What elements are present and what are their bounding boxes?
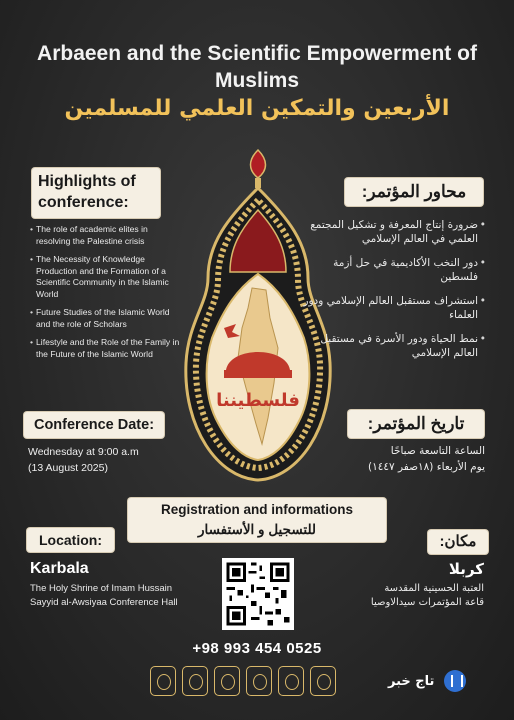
registration-label-ar: للتسجيل و الأستفسار	[197, 522, 317, 537]
address-line: Sayyid al-Awsiyaa Conference Hall	[30, 597, 178, 608]
conference-date-ar	[300, 443, 485, 475]
sponsor-logo-icon	[150, 666, 176, 696]
date-line: (13 August 2025)	[28, 462, 108, 474]
conference-date-heading: Conference Date:	[24, 412, 164, 438]
emblem-finial	[251, 150, 266, 178]
dome-base	[224, 370, 292, 378]
list-item: • استشراف مستقبل العالم الإسلامي ودور العلماء	[300, 294, 486, 322]
brand-name: تاج خبر	[388, 674, 435, 689]
address-line: قاعة المؤتمرات سيدالاوصيا	[370, 597, 484, 608]
page-title: Arbaeen and the Scientific Empowerment of Muslims	[37, 42, 477, 92]
conference-date-en	[28, 444, 188, 476]
qr-code[interactable]	[222, 558, 294, 630]
date-line: Wednesday at 9:00 a.m	[28, 446, 139, 458]
axes-list-arabic	[300, 218, 486, 370]
highlights-list	[30, 224, 180, 367]
axes-heading-arabic: محاور المؤتمر:	[345, 178, 483, 206]
date-line: الساعة التاسعة صباحًا	[390, 445, 485, 457]
list-item: • The role of academic elites in resolving the Palestine crisis	[30, 224, 180, 247]
location-heading: Location:	[27, 528, 114, 552]
list-item: • دور النخب الأكاديمية في حل أزمة فلسطين	[300, 256, 486, 284]
date-line: يوم الأربعاء (١٨صفر ١٤٤٧)	[367, 461, 485, 473]
highlights-heading: Highlights of conference:	[32, 168, 160, 218]
sponsor-logo-icon	[278, 666, 304, 696]
sponsor-logo-icon	[310, 666, 336, 696]
page-title-arabic: الأربعين والتمكين العلمي للمسلمين	[64, 96, 450, 121]
conference-date-heading-arabic: تاريخ المؤتمر:	[348, 410, 484, 438]
list-item: • The Necessity of Knowledge Production and the Formation of a Scientific Community in the Islamic World	[30, 254, 180, 300]
list-item: • Lifestyle and the Role of the Family in the Future of the Islamic World	[30, 337, 180, 360]
location-address-arabic	[300, 582, 484, 610]
sponsor-logo-icon	[182, 666, 208, 696]
location-address	[30, 582, 220, 610]
registration-heading	[128, 498, 386, 542]
address-line: العتبة الحسينية المقدسة	[384, 583, 484, 594]
list-item: • ضرورة إنتاج المعرفة و تشكيل المجتمع العلمي في العالم الإسلامي	[300, 218, 486, 246]
brand-logo-icon	[444, 670, 466, 692]
location-city-arabic: كربلا	[448, 560, 484, 578]
address-line: The Holy Shrine of Imam Hussain	[30, 583, 173, 594]
location-city: Karbala	[30, 560, 89, 577]
sponsor-logos	[150, 666, 340, 702]
registration-label-en: Registration and informations	[160, 502, 353, 517]
location-heading-arabic: مكان:	[428, 530, 488, 554]
list-item: • نمط الحياة ودور الأسرة في مستقبل العالم الإسلامي	[300, 332, 486, 360]
sponsor-logo-icon	[214, 666, 240, 696]
list-item: • Future Studies of the Islamic World and the role of Scholars	[30, 307, 180, 330]
registration-phone[interactable]: +98 993 454 0525	[192, 640, 322, 657]
sponsor-logo-icon	[246, 666, 272, 696]
emblem-text: فلسطيننا	[216, 390, 300, 411]
